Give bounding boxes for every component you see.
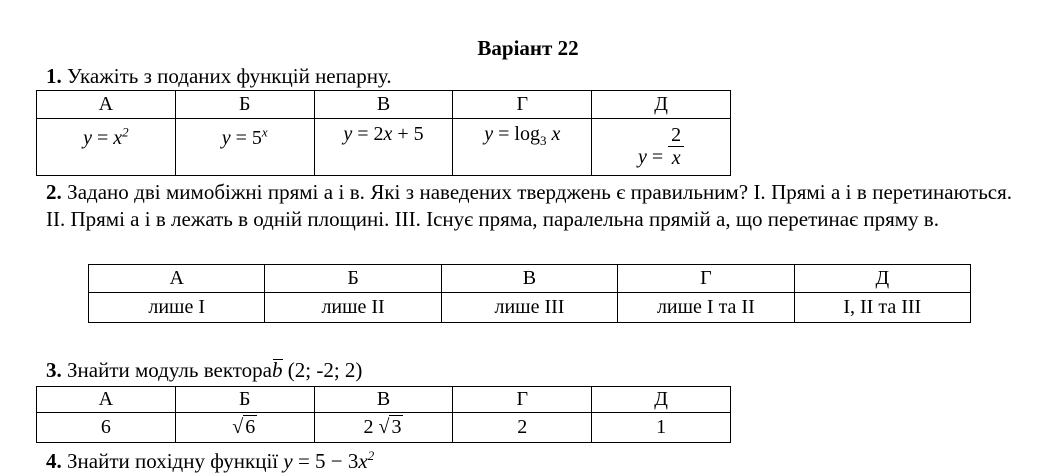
question-1-answer-table xyxy=(36,90,731,176)
q1-fraction: $\frac{2}{x}$ xyxy=(668,124,684,169)
variant-title: Варіант 22 xyxy=(477,36,579,60)
q1-header-v: В xyxy=(314,91,453,119)
q2-option-b: лише ІІ xyxy=(265,293,441,323)
q2-header-d: Д xyxy=(794,265,970,293)
q1-option-a: $y = x^2$ xyxy=(37,119,176,176)
question-1-text: Укажіть з поданих функцій непарну. xyxy=(67,64,392,88)
question-4-number: 4. xyxy=(46,449,62,473)
q1-option-b: $y = 5^x$ xyxy=(175,119,314,176)
q2-header-a: А xyxy=(89,265,265,293)
q2-option-v: лише ІІІ xyxy=(441,293,617,323)
question-4: 4. Знайти похідну функції $y = 5 - 3x^2$ xyxy=(46,448,375,473)
q3-header-g: Г xyxy=(453,387,592,413)
q3-header-b: Б xyxy=(175,387,314,413)
question-3 xyxy=(46,358,362,383)
question-3-number: 3. xyxy=(46,358,62,382)
q2-header-v: В xyxy=(441,265,617,293)
question-1 xyxy=(46,64,392,89)
q2-header-b: Б xyxy=(265,265,441,293)
q2-option-d: І, ІІ та ІІІ xyxy=(794,293,970,323)
q2-option-a: лише І xyxy=(89,293,265,323)
q1-header-g: Г xyxy=(453,91,592,119)
q1-header-a: А xyxy=(37,91,176,119)
vector-b: b xyxy=(272,358,283,382)
q2-header-g: Г xyxy=(618,265,794,293)
question-3-answer-table xyxy=(36,386,731,443)
q3-option-d: 1 xyxy=(592,413,731,443)
q3-header-v: В xyxy=(314,387,453,413)
q1-header-d: Д xyxy=(592,91,731,119)
question-1-number: 1. xyxy=(46,64,62,88)
q2-option-g: лише І та ІІ xyxy=(618,293,794,323)
q1-option-g: $y = \log_3 x$ xyxy=(453,119,592,176)
q3-option-b: √ 6 xyxy=(175,413,314,443)
q3-header-a: А xyxy=(37,387,176,413)
q1-header-b: Б xyxy=(175,91,314,119)
question-2 xyxy=(46,179,1012,233)
question-2-text: Задано дві мимобіжні прямі а і в. Які з наведених тверджень є правильним? І. Прямі а і в перетинаються. ІІ. Прямі а і в лежать в одній площині. ІІІ. Існує пряма, паралельна прямій а, що перетинає пряму в. xyxy=(46,180,1013,231)
question-2-answer-table xyxy=(88,264,971,323)
question-4-text: Знайти похідну функції xyxy=(67,449,279,473)
q3-header-d: Д xyxy=(592,387,731,413)
q1-option-v: y = 2x + 5 xyxy=(314,119,453,176)
q3-option-a: 6 xyxy=(37,413,176,443)
q1-option-d: y = $\frac{2}{x}$ xyxy=(592,119,731,176)
question-3-text: Знайти модуль вектора xyxy=(67,358,272,382)
q3-option-g: 2 xyxy=(453,413,592,443)
question-2-number: 2. xyxy=(46,180,62,204)
vector-coordinates: (2; -2; 2) xyxy=(287,358,363,382)
q3-option-v: 2 √ 3 xyxy=(314,413,453,443)
